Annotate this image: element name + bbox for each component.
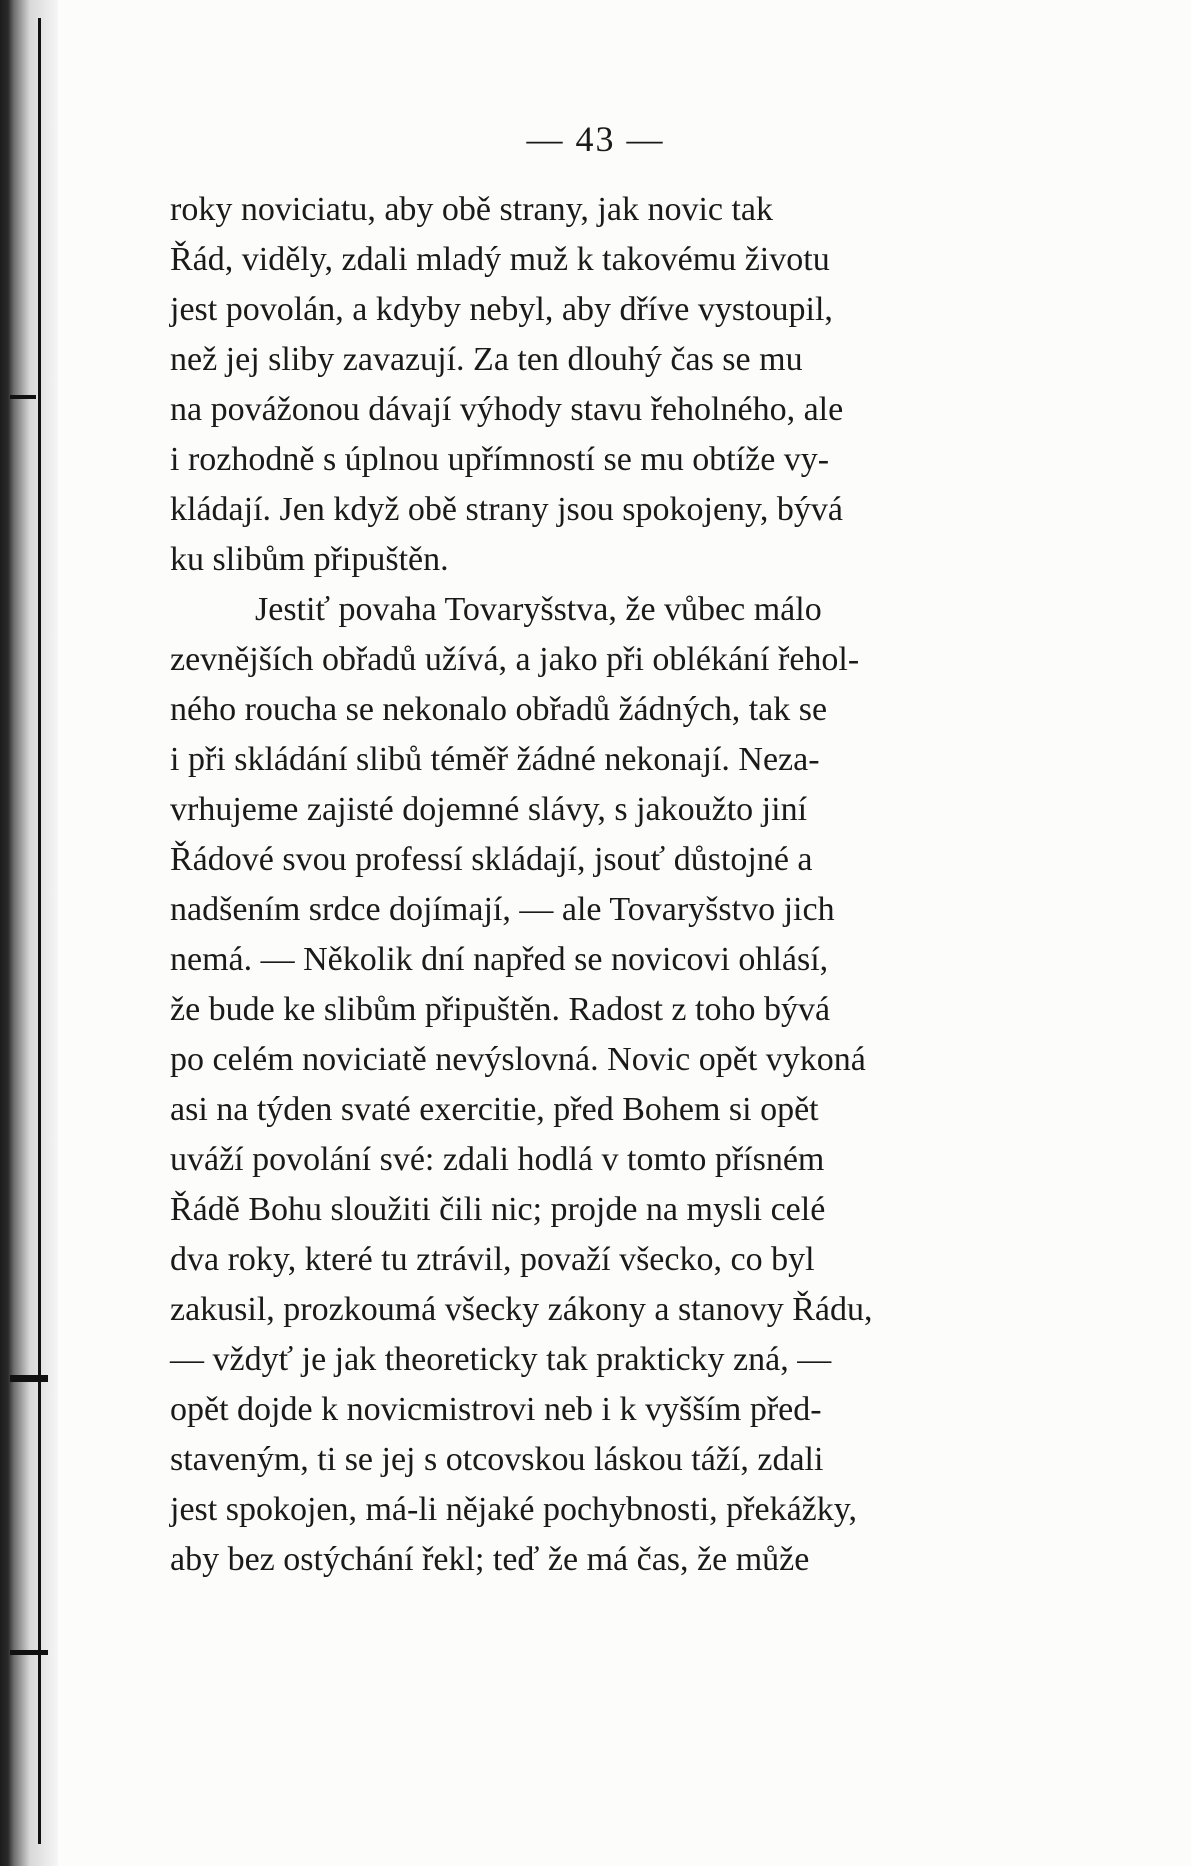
margin-mark: [10, 1375, 48, 1382]
text-line: po celém noviciatě nevýslovná. Novic opět vykoná: [170, 1041, 866, 1078]
binding-edge: [0, 0, 58, 1866]
binding-rule: [38, 18, 41, 1844]
page-number: — 43 —: [526, 119, 665, 159]
text-line: asi na týden svaté exercitie, před Bohem si opět: [170, 1091, 819, 1128]
text-line: i při skládání slibů téměř žádné nekonají. Neza-: [170, 741, 820, 778]
paragraph-1: [170, 185, 1015, 585]
text-line: Jestiť povaha Tovaryšstva, že vůbec málo: [255, 591, 822, 628]
text-line: zevnějších obřadů užívá, a jako při oblékání řehol-: [170, 641, 860, 678]
text-line: Řádě Bohu sloužiti čili nic; projde na mysli celé: [170, 1191, 826, 1228]
text-line: roky noviciatu, aby obě strany, jak novic tak: [170, 191, 774, 228]
text-line: vrhujeme zajisté dojemné slávy, s jakoužto jiní: [170, 791, 808, 828]
margin-mark: [10, 395, 36, 399]
text-line: Řádové svou professí skládají, jsouť důstojné a: [170, 841, 813, 878]
text-line: zakusil, prozkoumá všecky zákony a stanovy Řádu,: [170, 1291, 873, 1328]
text-line: jest povolán, a kdyby nebyl, aby dříve vystoupil,: [170, 291, 833, 328]
text-line: — vždyť je jak theoreticky tak prakticky zná, —: [170, 1341, 832, 1378]
text-line: Řád, viděly, zdali mladý muž k takovému životu: [170, 241, 830, 278]
paragraph-2: [170, 585, 1015, 1585]
text-line: dva roky, které tu ztrávil, považí všecko, co byl: [170, 1241, 815, 1278]
text-line: než jej sliby zavazují. Za ten dlouhý čas se mu: [170, 341, 803, 378]
text-line: uváží povolání své: zdali hodlá v tomto přísném: [170, 1141, 825, 1178]
text-line: že bude ke slibům připuštěn. Radost z toho bývá: [170, 991, 831, 1028]
text-line: ku slibům připuštěn.: [170, 541, 449, 578]
text-line: nadšením srdce dojímají, — ale Tovaryšstvo jich: [170, 891, 835, 928]
text-line: jest spokojen, má-li nějaké pochybnosti, překážky,: [170, 1491, 858, 1528]
text-line: kládají. Jen když obě strany jsou spokojeny, bývá: [170, 491, 843, 528]
text-line: aby bez ostýchání řekl; teď že má čas, že může: [170, 1541, 810, 1578]
text-line: i rozhodně s úplnou upřímností se mu obtíže vy-: [170, 441, 830, 478]
text-line: opět dojde k novicmistrovi neb i k vyšším před-: [170, 1391, 822, 1428]
text-line: na povážonou dávají výhody stavu řeholného, ale: [170, 391, 844, 428]
text-line: ného roucha se nekonalo obřadů žádných, tak se: [170, 691, 828, 728]
margin-mark: [10, 1650, 48, 1655]
body-text: [170, 185, 1015, 1585]
text-line: staveným, ti se jej s otcovskou láskou táží, zdali: [170, 1441, 824, 1478]
text-line: nemá. — Několik dní napřed se novicovi ohlásí,: [170, 941, 829, 978]
